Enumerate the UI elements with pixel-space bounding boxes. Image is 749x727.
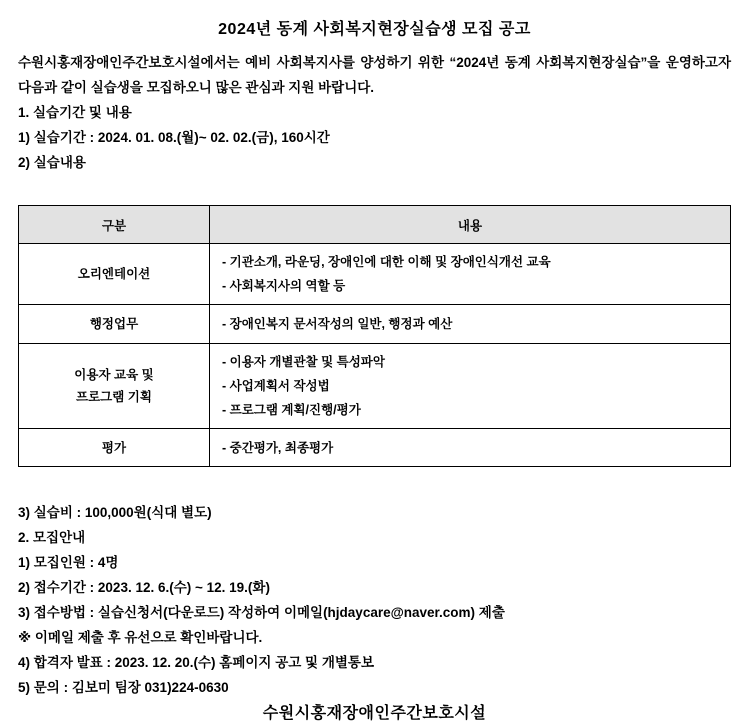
section2-count-item: 1) 모집인원 : 4명	[18, 555, 119, 570]
training-content-table-wrapper	[18, 205, 731, 467]
organization-name: 수원시홍재장애인주간보호시설	[262, 705, 487, 722]
table-row	[19, 429, 731, 467]
section1-content-item: 2) 실습내용	[18, 155, 86, 170]
page-title: 2024년 동계 사회복지현장실습생 모집 공고	[218, 21, 531, 38]
table-cell-content: - 장애인복지 문서작성의 일반, 행정과 예산	[210, 305, 731, 344]
table-cell-category: 평가	[19, 429, 210, 467]
table-row	[19, 344, 731, 429]
section1-period-item: 1) 실습기간 : 2024. 01. 08.(월)~ 02. 02.(금), 160시간	[18, 130, 330, 145]
table-cell-category: 행정업무	[19, 305, 210, 344]
section2-heading: 2. 모집안내	[18, 530, 86, 545]
table-cell-category: 오리엔테이션	[19, 244, 210, 305]
section2-apply-method-item: 3) 접수방법 : 실습신청서(다운로드) 작성하여 이메일(hjdaycare@naver.com) 제출	[18, 605, 505, 620]
table-cell-content: - 중간평가, 최종평가	[210, 429, 731, 467]
section1-heading: 1. 실습기간 및 내용	[18, 105, 132, 120]
table-cell-content: - 이용자 개별관찰 및 특성파악 - 사업계획서 작성법 - 프로그램 계획/진행/평가	[210, 344, 731, 429]
training-content-table	[18, 205, 731, 467]
section2-apply-period-item: 2) 접수기간 : 2023. 12. 6.(수) ~ 12. 19.(화)	[18, 580, 270, 595]
section2-announcement-item: 4) 합격자 발표 : 2023. 12. 20.(수) 홈페이지 공고 및 개별통보	[18, 655, 375, 670]
table-header-content: 내용	[210, 206, 731, 244]
table-cell-content: - 기관소개, 라운딩, 장애인에 대한 이해 및 장애인식개선 교육 - 사회복지사의 역할 등	[210, 244, 731, 305]
table-header-category: 구분	[19, 206, 210, 244]
section2-note-item: ※ 이메일 제출 후 유선으로 확인바랍니다.	[18, 630, 263, 645]
section1-fee-item: 3) 실습비 : 100,000원(식대 별도)	[18, 505, 212, 520]
section2-contact-item: 5) 문의 : 김보미 팀장 031)224-0630	[18, 680, 229, 695]
table-header-row	[19, 206, 731, 244]
table-row	[19, 305, 731, 344]
intro-paragraph: 수원시홍재장애인주간보호시설에서는 예비 사회복지사를 양성하기 위한 “2024년 동계 사회복지현장실습”을 운영하고자 다음과 같이 실습생을 모집하오니 많은 관심과 지원 바랍니다.	[18, 55, 731, 95]
table-row	[19, 244, 731, 305]
table-cell-category: 이용자 교육 및 프로그램 기획	[19, 344, 210, 429]
